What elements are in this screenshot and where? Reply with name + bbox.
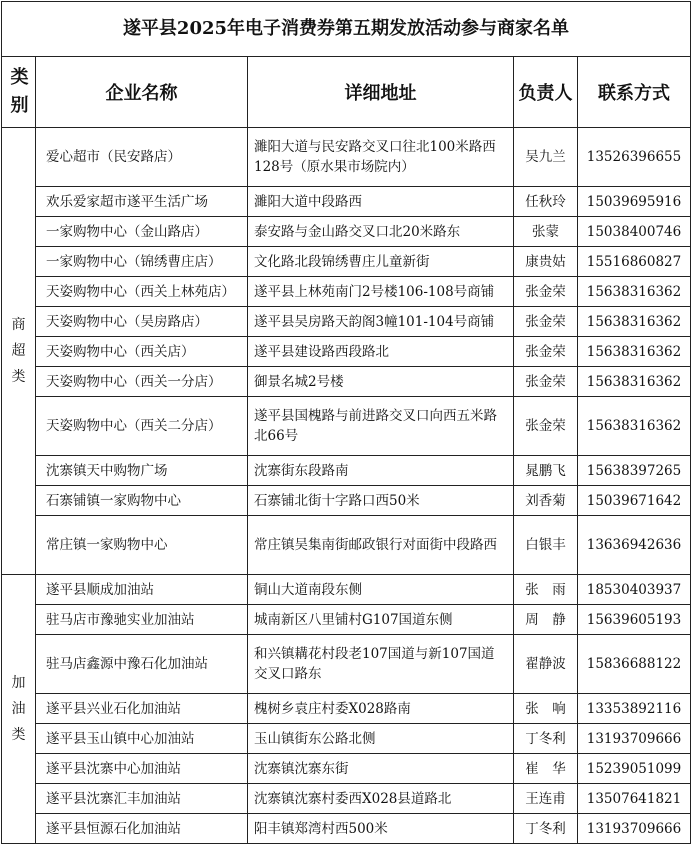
header-phone: 联系方式 xyxy=(578,57,691,128)
address-cell: 遂平县国槐路与前进路交叉口向西五米路北66号 xyxy=(248,397,514,456)
person-cell: 周 静 xyxy=(514,605,578,635)
person-cell: 丁冬利 xyxy=(514,814,578,844)
person-cell: 张金荣 xyxy=(514,397,578,456)
header-name: 企业名称 xyxy=(36,57,248,128)
table-row xyxy=(2,247,691,277)
person-cell: 任秋玲 xyxy=(514,187,578,217)
table-row xyxy=(2,724,691,754)
table-row xyxy=(2,784,691,814)
address-cell: 玉山镇街东公路北侧 xyxy=(248,724,514,754)
table-row xyxy=(2,397,691,456)
address-cell: 阳丰镇郑湾村西500米 xyxy=(248,814,514,844)
table-row xyxy=(2,217,691,247)
person-cell: 张 响 xyxy=(514,694,578,724)
address-cell: 和兴镇耩花村段老107国道与新107国道交叉口路东 xyxy=(248,635,514,694)
address-cell: 濉阳大道与民安路交叉口往北100米路西128号（原水果市场院内） xyxy=(248,128,514,187)
person-cell: 翟静波 xyxy=(514,635,578,694)
name-cell: 一家购物中心（锦绣曹庄店） xyxy=(36,247,248,277)
merchant-table xyxy=(1,1,691,844)
address-cell: 沈寨镇沈寨村委西X028县道路北 xyxy=(248,784,514,814)
category-cell: 商超类 xyxy=(2,128,36,575)
table-row xyxy=(2,694,691,724)
address-cell: 槐树乡袁庄村委X028路南 xyxy=(248,694,514,724)
person-cell: 张金荣 xyxy=(514,367,578,397)
header-category: 类别 xyxy=(2,57,36,128)
address-cell: 遂平县建设路西段路北 xyxy=(248,337,514,367)
name-cell: 天姿购物中心（西关二分店） xyxy=(36,397,248,456)
phone-cell: 15638316362 xyxy=(578,277,691,307)
person-cell: 崔 华 xyxy=(514,754,578,784)
name-cell: 爱心超市（民安路店） xyxy=(36,128,248,187)
phone-cell: 15638316362 xyxy=(578,367,691,397)
phone-cell: 13353892116 xyxy=(578,694,691,724)
address-cell: 御景名城2号楼 xyxy=(248,367,514,397)
phone-cell: 15836688122 xyxy=(578,635,691,694)
header-row xyxy=(2,57,691,128)
name-cell: 天姿购物中心（西关一分店） xyxy=(36,367,248,397)
category-cell: 加油类 xyxy=(2,575,36,844)
phone-cell: 13507641821 xyxy=(578,784,691,814)
person-cell: 刘香菊 xyxy=(514,486,578,516)
name-cell: 遂平县沈寨汇丰加油站 xyxy=(36,784,248,814)
phone-cell: 13636942636 xyxy=(578,516,691,575)
address-cell: 遂平县上林苑南门2号楼106-108号商铺 xyxy=(248,277,514,307)
address-cell: 常庄镇吴集南街邮政银行对面街中段路西 xyxy=(248,516,514,575)
table-row xyxy=(2,605,691,635)
table-row xyxy=(2,456,691,486)
phone-cell: 18530403937 xyxy=(578,575,691,605)
person-cell: 白银丰 xyxy=(514,516,578,575)
address-cell: 城南新区八里铺村G107国道东侧 xyxy=(248,605,514,635)
table-row xyxy=(2,277,691,307)
name-cell: 常庄镇一家购物中心 xyxy=(36,516,248,575)
table-row xyxy=(2,814,691,844)
address-cell: 遂平县吴房路天韵阁3幢101-104号商铺 xyxy=(248,307,514,337)
name-cell: 遂平县沈寨中心加油站 xyxy=(36,754,248,784)
table-row xyxy=(2,367,691,397)
table-row xyxy=(2,754,691,784)
address-cell: 泰安路与金山路交叉口北20米路东 xyxy=(248,217,514,247)
person-cell: 张金荣 xyxy=(514,307,578,337)
phone-cell: 15639605193 xyxy=(578,605,691,635)
person-cell: 丁冬利 xyxy=(514,724,578,754)
table-row xyxy=(2,486,691,516)
name-cell: 天姿购物中心（西关上林苑店） xyxy=(36,277,248,307)
name-cell: 遂平县顺成加油站 xyxy=(36,575,248,605)
name-cell: 遂平县兴业石化加油站 xyxy=(36,694,248,724)
phone-cell: 15638397265 xyxy=(578,456,691,486)
name-cell: 遂平县恒源石化加油站 xyxy=(36,814,248,844)
person-cell: 康贵姑 xyxy=(514,247,578,277)
person-cell: 张 雨 xyxy=(514,575,578,605)
phone-cell: 15039695916 xyxy=(578,187,691,217)
table-row xyxy=(2,635,691,694)
address-cell: 文化路北段锦绣曹庄儿童新街 xyxy=(248,247,514,277)
address-cell: 石寨铺北街十字路口西50米 xyxy=(248,486,514,516)
person-cell: 王连甫 xyxy=(514,784,578,814)
phone-cell: 15038400746 xyxy=(578,217,691,247)
phone-cell: 15638316362 xyxy=(578,397,691,456)
name-cell: 天姿购物中心（西关店） xyxy=(36,337,248,367)
header-address: 详细地址 xyxy=(248,57,514,128)
phone-cell: 13193709666 xyxy=(578,724,691,754)
phone-cell: 15638316362 xyxy=(578,307,691,337)
address-cell: 铜山大道南段东侧 xyxy=(248,575,514,605)
person-cell: 张金荣 xyxy=(514,277,578,307)
table-row xyxy=(2,187,691,217)
table-row xyxy=(2,516,691,575)
name-cell: 天姿购物中心（吴房路店） xyxy=(36,307,248,337)
person-cell: 张金荣 xyxy=(514,337,578,367)
name-cell: 一家购物中心（金山路店） xyxy=(36,217,248,247)
table-row xyxy=(2,307,691,337)
table-row xyxy=(2,575,691,605)
name-cell: 石寨铺镇一家购物中心 xyxy=(36,486,248,516)
address-cell: 沈寨街东段路南 xyxy=(248,456,514,486)
name-cell: 沈寨镇天中购物广场 xyxy=(36,456,248,486)
table-row xyxy=(2,337,691,367)
person-cell: 吴九兰 xyxy=(514,128,578,187)
name-cell: 遂平县玉山镇中心加油站 xyxy=(36,724,248,754)
phone-cell: 15239051099 xyxy=(578,754,691,784)
phone-cell: 13526396655 xyxy=(578,128,691,187)
phone-cell: 15516860827 xyxy=(578,247,691,277)
person-cell: 张蒙 xyxy=(514,217,578,247)
name-cell: 驻马店市豫驰实业加油站 xyxy=(36,605,248,635)
phone-cell: 15039671642 xyxy=(578,486,691,516)
name-cell: 欢乐爱家超市遂平生活广场 xyxy=(36,187,248,217)
phone-cell: 15638316362 xyxy=(578,337,691,367)
phone-cell: 13193709666 xyxy=(578,814,691,844)
address-cell: 沈寨镇沈寨东街 xyxy=(248,754,514,784)
document-title: 遂平县2025年电子消费券第五期发放活动参与商家名单 xyxy=(2,2,691,57)
table-row xyxy=(2,128,691,187)
address-cell: 濉阳大道中段路西 xyxy=(248,187,514,217)
header-person: 负责人 xyxy=(514,57,578,128)
name-cell: 驻马店鑫源中豫石化加油站 xyxy=(36,635,248,694)
person-cell: 晁鹏飞 xyxy=(514,456,578,486)
